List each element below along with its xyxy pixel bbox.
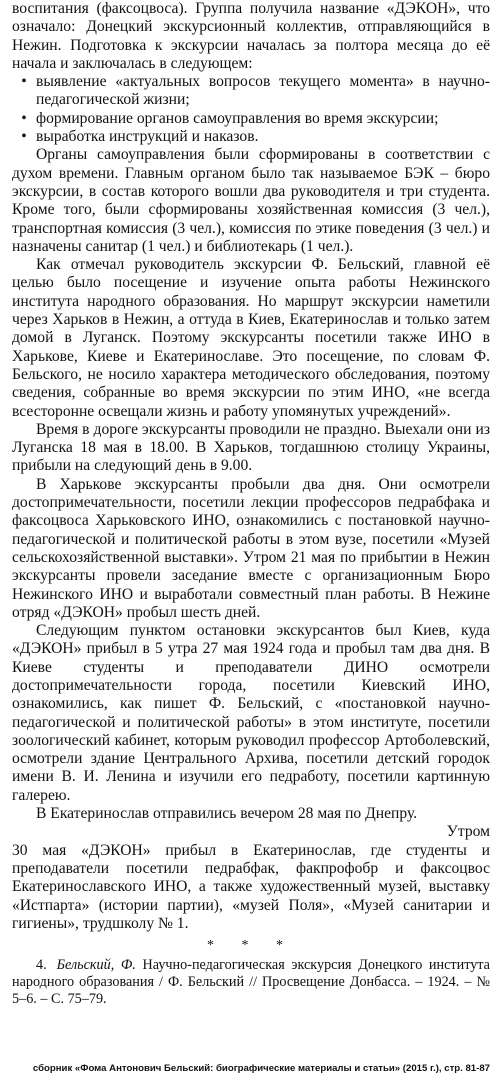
paragraph-ekaterinoslav: 30 мая «ДЭКОН» прибыл в Екатеринослав, где студенты и преподаватели посетили педрабфак, факпрофобр и факсоцвос Екатеринославского ИНО, а также художественный музей, выставку «Истпарта» (истории партии), «музей Поля», «Музей санитарии и гигиены», трудшколу № 1. (12, 841, 490, 932)
list-item (12, 73, 490, 110)
paragraph-morning-word: Утром (446, 823, 490, 841)
section-divider: * * * (207, 938, 295, 954)
list-item (12, 128, 490, 146)
paragraph-ekaterinoslav-start: В Екатеринослав отправились вечером 28 мая по Днепру. (36, 805, 418, 823)
paragraph-travel: Время в дороге экскурсанты проводили не праздно. Выехали они из Луганска 18 мая в 18.00. В Харьков, тогдашнюю столицу Украины, прибыли на следующий день в 9.00. (12, 420, 490, 475)
paragraph-intro: воспитания (факсоцвоса). Группа получила название «ДЭКОН», что означало: Донецкий экскурсионный коллектив, отправляющийся в Нежин. Подготовка к экскурсии началась за полтора месяца до её начала и заключалась в следующем: (12, 0, 490, 72)
paragraph-kiev: Следующим пунктом остановки экскурсантов был Киев, куда «ДЭКОН» прибыл в 5 утра 27 мая 1924 года и пробыл там два дня. В Киеве студенты и преподаватели ДИНО осмотрели достопримечательности города, посетили Киевский ИНО, ознакомились, как пишет Ф. Бельский, с «постановкой научно-педагогической и политической работы» в этом институте, посетили зоологический кабинет, которым руководил профессор Артоболевский, осмотрели здание Центрального Архива, посетили детский городок имени В. И. Ленина и изучили его педработу, посетили картинную галерею. (12, 622, 490, 804)
footnote (12, 957, 490, 1008)
list-item-text: выявление «актуальных вопросов текущего момента» в научно-педагогической жизни; (36, 73, 490, 109)
bullet-mark: • (21, 109, 27, 127)
footnote-author: Бельский, Ф. (56, 957, 136, 974)
source-caption: сборник «Фома Антонович Бельский: биографические материалы и статьи» (2015 г.), стр. 81-87 (32, 1062, 490, 1074)
paragraph-self-government: Органы самоуправления были сформированы в соответствии с духом времени. Главным органом было так называемое БЭК – бюро экскурсии, в состав которого вошли два руководителя и три студента. Кроме того, были сформированы хозяйственная комиссия (3 чел.), транспортная комиссия (3 чел.), комиссия по этике поведения (3 чел.) и назначены санитар (1 чел.) и библиотекарь (1 чел.). (12, 146, 490, 255)
footnote-body: Научно-педагогическая экскурсия Донецкого института народного образования / Ф. Бельский // Просвещение Донбасса. – 1924. – № 5–6. – С. 75–79. (12, 957, 490, 1008)
bullet-mark: • (21, 73, 27, 91)
list-item-text: выработка инструкций и наказов. (36, 128, 259, 146)
paragraph-route: Как отмечал руководитель экскурсии Ф. Бельский, главной её целью было посещение и изучение опыта работы Нежинского института народного образования. Но маршрут экскурсии наметили через Харьков в Нежин, а оттуда в Киев, Екатеринослав и только затем домой в Луганск. Поэтому экскурсанты посетили также ИНО в Харькове, Киеве и Екатеринославе. Это посещение, по словам Ф. Бельского, не носило характера методического обследования, поэтому сведения, собранные во время экскурсии по этим ИНО, «не всегда всесторонне освещали жизнь и работу упомянутых учреждений». (12, 256, 490, 420)
paragraph-kharkov: В Харькове экскурсанты пробыли два дня. Они осмотрели достопримечательности, посетили лекции профессоров педрабфака и факсоцвоса Харьковского ИНО, ознакомились с постановкой научно-педагогической и политической работы в этом вузе, посетили «Музей сельскохозяйственной выставки». Утром 21 мая по прибытии в Нежин экскурсанты провели заседание вместе с организационным Бюро Нежинского ИНО и выработали совместный план работы. В Нежине отряд «ДЭКОН» пробыл шесть дней. (12, 475, 490, 621)
list-item-text: формирование органов самоуправления во время экскурсии; (36, 109, 439, 127)
list-item (12, 110, 490, 128)
footnote-number: 4. (36, 957, 47, 974)
bullet-mark: • (21, 128, 27, 146)
